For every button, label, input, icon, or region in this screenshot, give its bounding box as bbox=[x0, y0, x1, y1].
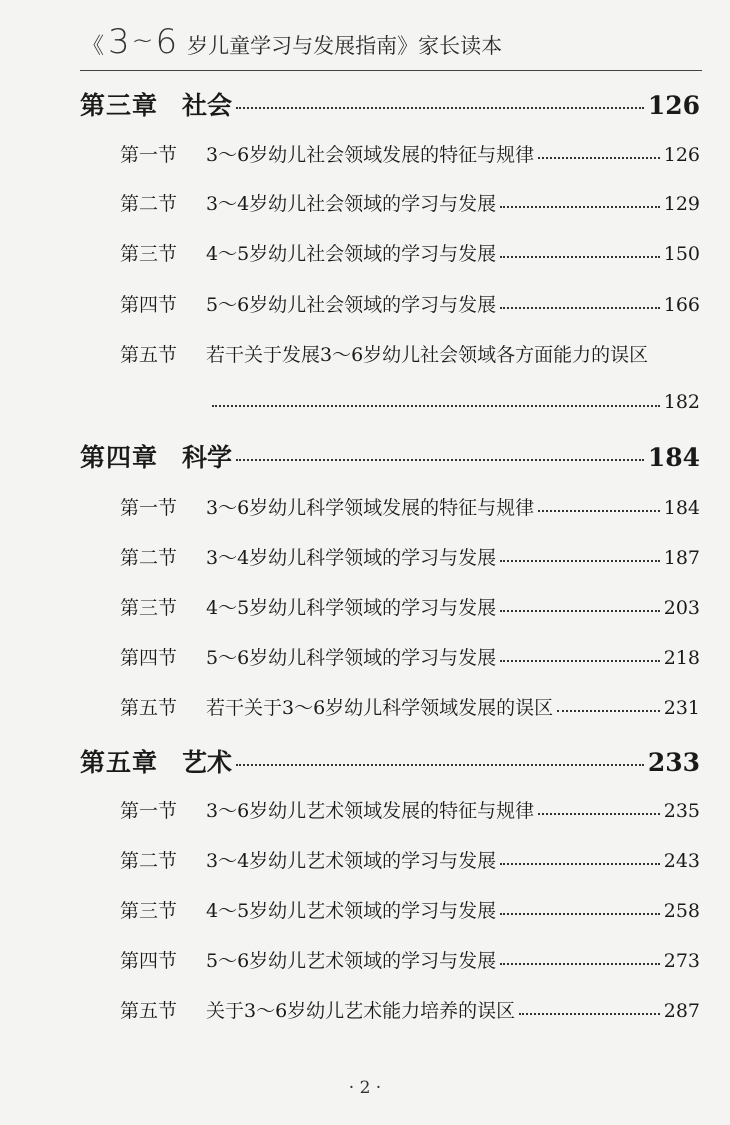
leader-dots bbox=[500, 560, 660, 562]
section-title: 4～5岁幼儿艺术领域的学习与发展 bbox=[206, 900, 497, 922]
leader-dots bbox=[500, 206, 660, 208]
leader-dots bbox=[236, 764, 644, 766]
chapter-title: 社会 bbox=[182, 91, 233, 120]
toc-chapter-5[interactable] bbox=[80, 743, 700, 779]
toc-section[interactable] bbox=[120, 896, 700, 923]
toc-section-continuation[interactable] bbox=[208, 391, 700, 413]
section-page: 218 bbox=[663, 647, 700, 669]
section-title: 3～4岁幼儿科学领域的学习与发展 bbox=[206, 547, 497, 569]
leader-dots bbox=[500, 863, 660, 865]
toc-section[interactable] bbox=[120, 290, 700, 317]
section-page: 287 bbox=[663, 1000, 700, 1022]
section-label: 第三节 bbox=[120, 597, 178, 619]
chapter-title: 艺术 bbox=[182, 748, 233, 777]
section-page: 182 bbox=[663, 391, 700, 413]
chapter-title: 科学 bbox=[182, 443, 233, 472]
section-label: 第一节 bbox=[120, 144, 178, 166]
section-label: 第二节 bbox=[120, 850, 178, 872]
header-age-start: 3 bbox=[108, 22, 132, 62]
section-title: 5～6岁幼儿艺术领域的学习与发展 bbox=[206, 950, 497, 972]
header-age-end: 6 bbox=[155, 22, 180, 62]
section-title: 3～4岁幼儿艺术领域的学习与发展 bbox=[206, 850, 497, 872]
toc-section[interactable] bbox=[120, 643, 700, 670]
toc-section[interactable] bbox=[120, 140, 700, 167]
leader-dots bbox=[538, 510, 660, 512]
header-open-mark: 《 bbox=[82, 34, 105, 59]
toc-section[interactable] bbox=[120, 543, 700, 570]
toc-section[interactable] bbox=[120, 239, 700, 266]
chapter-label: 第五章 bbox=[80, 748, 159, 777]
header-book-title: 岁儿童学习与发展指南》家长读本 bbox=[187, 34, 503, 58]
section-page: 203 bbox=[663, 597, 700, 619]
chapter-label: 第三章 bbox=[80, 91, 159, 120]
toc-section[interactable] bbox=[120, 996, 700, 1023]
section-label: 第三节 bbox=[120, 243, 178, 265]
toc-section[interactable] bbox=[120, 946, 700, 973]
leader-dots bbox=[538, 157, 660, 159]
chapter-page: 126 bbox=[647, 91, 700, 120]
section-title: 关于3～6岁幼儿艺术能力培养的误区 bbox=[206, 1000, 516, 1022]
section-page: 231 bbox=[663, 697, 700, 719]
section-title: 5～6岁幼儿社会领域的学习与发展 bbox=[206, 294, 497, 316]
toc-section[interactable] bbox=[120, 796, 700, 823]
section-label: 第一节 bbox=[120, 497, 178, 519]
section-page: 184 bbox=[663, 497, 700, 519]
section-label: 第五节 bbox=[120, 344, 178, 366]
section-title: 3～4岁幼儿社会领域的学习与发展 bbox=[206, 193, 497, 215]
section-page: 166 bbox=[663, 294, 700, 316]
toc-chapter-3[interactable] bbox=[80, 86, 700, 122]
leader-dots bbox=[500, 913, 660, 915]
section-title: 3～6岁幼儿艺术领域发展的特征与规律 bbox=[206, 800, 535, 822]
section-label: 第三节 bbox=[120, 900, 178, 922]
section-title: 5～6岁幼儿科学领域的学习与发展 bbox=[206, 647, 497, 669]
section-label: 第四节 bbox=[120, 647, 178, 669]
section-page: 187 bbox=[663, 547, 700, 569]
leader-dots bbox=[500, 610, 660, 612]
section-title: 4～5岁幼儿科学领域的学习与发展 bbox=[206, 597, 497, 619]
toc-section[interactable] bbox=[120, 846, 700, 873]
toc-section[interactable] bbox=[120, 593, 700, 620]
section-page: 150 bbox=[663, 243, 700, 265]
header-rule bbox=[80, 70, 702, 71]
leader-dots bbox=[500, 963, 660, 965]
page-number: · 2 · bbox=[348, 1078, 382, 1098]
toc-section[interactable] bbox=[120, 340, 700, 367]
section-title: 3～6岁幼儿社会领域发展的特征与规律 bbox=[206, 144, 535, 166]
section-label: 第五节 bbox=[120, 1000, 178, 1022]
chapter-page: 233 bbox=[647, 748, 700, 777]
section-page: 273 bbox=[663, 950, 700, 972]
chapter-page: 184 bbox=[647, 443, 700, 472]
toc-section[interactable] bbox=[120, 493, 700, 520]
section-title: 4～5岁幼儿社会领域的学习与发展 bbox=[206, 243, 497, 265]
leader-dots bbox=[500, 256, 660, 258]
leader-dots bbox=[538, 813, 660, 815]
header-age-range bbox=[108, 22, 179, 62]
toc-section[interactable] bbox=[120, 693, 700, 720]
leader-dots bbox=[519, 1013, 660, 1015]
leader-dots bbox=[500, 307, 660, 309]
section-label: 第二节 bbox=[120, 193, 178, 215]
leader-dots bbox=[500, 660, 660, 662]
section-label: 第四节 bbox=[120, 950, 178, 972]
section-page: 235 bbox=[663, 800, 700, 822]
section-title: 3～6岁幼儿科学领域发展的特征与规律 bbox=[206, 497, 535, 519]
section-label: 第五节 bbox=[120, 697, 178, 719]
section-title: 若干关于发展3～6岁幼儿社会领域各方面能力的误区 bbox=[206, 344, 649, 366]
leader-dots bbox=[557, 710, 660, 712]
chapter-label: 第四章 bbox=[80, 443, 159, 472]
leader-dots bbox=[212, 405, 660, 407]
leader-dots bbox=[236, 107, 644, 109]
header-age-tilde: ~ bbox=[131, 26, 156, 56]
toc-section[interactable] bbox=[120, 189, 700, 216]
toc-chapter-4[interactable] bbox=[80, 438, 700, 474]
running-header bbox=[82, 22, 502, 62]
section-label: 第四节 bbox=[120, 294, 178, 316]
section-page: 243 bbox=[663, 850, 700, 872]
section-title: 若干关于3～6岁幼儿科学领域发展的误区 bbox=[206, 697, 554, 719]
leader-dots bbox=[236, 459, 644, 461]
section-label: 第二节 bbox=[120, 547, 178, 569]
section-page: 258 bbox=[663, 900, 700, 922]
section-page: 126 bbox=[663, 144, 700, 166]
section-label: 第一节 bbox=[120, 800, 178, 822]
section-page: 129 bbox=[663, 193, 700, 215]
